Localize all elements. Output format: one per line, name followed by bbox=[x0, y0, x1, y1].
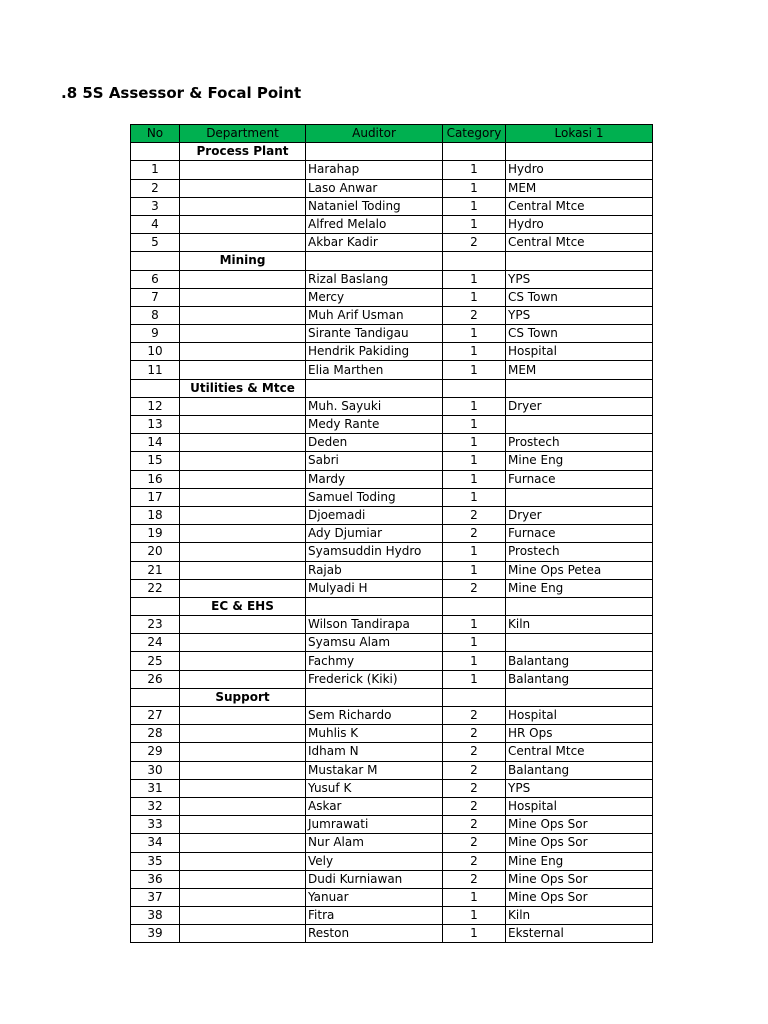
cell-lokasi: Mine Eng bbox=[506, 579, 653, 597]
table-row bbox=[131, 870, 653, 888]
cell-category: 1 bbox=[443, 616, 506, 634]
table-row bbox=[131, 470, 653, 488]
cell-department bbox=[180, 197, 306, 215]
cell-category: 1 bbox=[443, 416, 506, 434]
cell-no: 25 bbox=[131, 652, 180, 670]
table-row bbox=[131, 743, 653, 761]
cell-auditor: Mustakar M bbox=[306, 761, 443, 779]
cell-no: 31 bbox=[131, 779, 180, 797]
cell-lokasi: Central Mtce bbox=[506, 234, 653, 252]
table-row bbox=[131, 834, 653, 852]
cell-category: 1 bbox=[443, 561, 506, 579]
table-row bbox=[131, 634, 653, 652]
cell-no: 9 bbox=[131, 325, 180, 343]
cell-department bbox=[180, 506, 306, 524]
table-row bbox=[131, 361, 653, 379]
cell-auditor bbox=[306, 379, 443, 397]
cell-lokasi bbox=[506, 488, 653, 506]
table-row bbox=[131, 670, 653, 688]
cell-department: Support bbox=[180, 688, 306, 706]
cell-no: 24 bbox=[131, 634, 180, 652]
cell-lokasi: Prostech bbox=[506, 543, 653, 561]
cell-auditor: Muh Arif Usman bbox=[306, 306, 443, 324]
table-row bbox=[131, 306, 653, 324]
cell-auditor: Mercy bbox=[306, 288, 443, 306]
cell-category bbox=[443, 143, 506, 161]
cell-no: 38 bbox=[131, 907, 180, 925]
cell-no: 34 bbox=[131, 834, 180, 852]
cell-no: 26 bbox=[131, 670, 180, 688]
table-row bbox=[131, 888, 653, 906]
cell-lokasi: HR Ops bbox=[506, 725, 653, 743]
cell-department bbox=[180, 325, 306, 343]
cell-category bbox=[443, 597, 506, 615]
cell-department bbox=[180, 525, 306, 543]
cell-lokasi: MEM bbox=[506, 361, 653, 379]
cell-department bbox=[180, 361, 306, 379]
cell-department bbox=[180, 343, 306, 361]
cell-auditor: Mulyadi H bbox=[306, 579, 443, 597]
cell-lokasi: Hospital bbox=[506, 797, 653, 815]
cell-lokasi: CS Town bbox=[506, 288, 653, 306]
cell-category: 2 bbox=[443, 234, 506, 252]
cell-lokasi: Kiln bbox=[506, 616, 653, 634]
cell-auditor: Harahap bbox=[306, 161, 443, 179]
cell-department bbox=[180, 270, 306, 288]
table-row bbox=[131, 179, 653, 197]
cell-category: 2 bbox=[443, 797, 506, 815]
cell-department bbox=[180, 470, 306, 488]
table-row bbox=[131, 816, 653, 834]
cell-lokasi: Balantang bbox=[506, 652, 653, 670]
cell-category: 1 bbox=[443, 652, 506, 670]
cell-category: 2 bbox=[443, 743, 506, 761]
cell-lokasi: Furnace bbox=[506, 525, 653, 543]
cell-auditor: Fitra bbox=[306, 907, 443, 925]
cell-department bbox=[180, 707, 306, 725]
cell-auditor: Sem Richardo bbox=[306, 707, 443, 725]
cell-department bbox=[180, 288, 306, 306]
cell-lokasi: Hydro bbox=[506, 161, 653, 179]
cell-auditor: Dudi Kurniawan bbox=[306, 870, 443, 888]
cell-lokasi: Eksternal bbox=[506, 925, 653, 943]
cell-lokasi bbox=[506, 379, 653, 397]
cell-category: 2 bbox=[443, 707, 506, 725]
cell-lokasi: Kiln bbox=[506, 907, 653, 925]
table-row bbox=[131, 506, 653, 524]
cell-category: 1 bbox=[443, 543, 506, 561]
cell-department: Process Plant bbox=[180, 143, 306, 161]
cell-lokasi bbox=[506, 688, 653, 706]
cell-auditor: Jumrawati bbox=[306, 816, 443, 834]
cell-auditor: Akbar Kadir bbox=[306, 234, 443, 252]
cell-auditor: Nur Alam bbox=[306, 834, 443, 852]
cell-auditor: Wilson Tandirapa bbox=[306, 616, 443, 634]
cell-department bbox=[180, 306, 306, 324]
cell-auditor: Sabri bbox=[306, 452, 443, 470]
table-row bbox=[131, 543, 653, 561]
cell-lokasi: Mine Eng bbox=[506, 852, 653, 870]
table-row bbox=[131, 725, 653, 743]
table-row bbox=[131, 397, 653, 415]
cell-lokasi: Mine Ops Petea bbox=[506, 561, 653, 579]
cell-category: 2 bbox=[443, 725, 506, 743]
cell-auditor: Frederick (Kiki) bbox=[306, 670, 443, 688]
table-row bbox=[131, 561, 653, 579]
table-row bbox=[131, 925, 653, 943]
header-no: No bbox=[131, 125, 180, 143]
cell-no bbox=[131, 143, 180, 161]
cell-category: 1 bbox=[443, 325, 506, 343]
cell-category: 1 bbox=[443, 361, 506, 379]
table-row bbox=[131, 270, 653, 288]
cell-category: 1 bbox=[443, 670, 506, 688]
cell-lokasi: Hospital bbox=[506, 707, 653, 725]
cell-auditor bbox=[306, 143, 443, 161]
cell-lokasi bbox=[506, 252, 653, 270]
header-lokasi: Lokasi 1 bbox=[506, 125, 653, 143]
cell-auditor: Nataniel Toding bbox=[306, 197, 443, 215]
header-auditor: Auditor bbox=[306, 125, 443, 143]
cell-category: 1 bbox=[443, 343, 506, 361]
cell-no: 21 bbox=[131, 561, 180, 579]
cell-category: 1 bbox=[443, 397, 506, 415]
cell-category: 2 bbox=[443, 506, 506, 524]
cell-no: 29 bbox=[131, 743, 180, 761]
cell-lokasi bbox=[506, 143, 653, 161]
cell-department bbox=[180, 452, 306, 470]
table-row bbox=[131, 197, 653, 215]
table-header-row bbox=[131, 125, 653, 143]
cell-no: 35 bbox=[131, 852, 180, 870]
cell-department: EC & EHS bbox=[180, 597, 306, 615]
table-row bbox=[131, 652, 653, 670]
cell-category: 1 bbox=[443, 470, 506, 488]
cell-department bbox=[180, 397, 306, 415]
cell-department bbox=[180, 634, 306, 652]
cell-auditor: Hendrik Pakiding bbox=[306, 343, 443, 361]
table-row bbox=[131, 434, 653, 452]
cell-lokasi bbox=[506, 416, 653, 434]
cell-no: 36 bbox=[131, 870, 180, 888]
cell-lokasi: CS Town bbox=[506, 325, 653, 343]
cell-department bbox=[180, 488, 306, 506]
cell-lokasi: Dryer bbox=[506, 506, 653, 524]
section-row bbox=[131, 688, 653, 706]
cell-department bbox=[180, 179, 306, 197]
cell-no: 6 bbox=[131, 270, 180, 288]
cell-no: 23 bbox=[131, 616, 180, 634]
cell-lokasi bbox=[506, 634, 653, 652]
table-row bbox=[131, 616, 653, 634]
cell-lokasi: Furnace bbox=[506, 470, 653, 488]
cell-auditor: Rizal Baslang bbox=[306, 270, 443, 288]
cell-category: 1 bbox=[443, 488, 506, 506]
table-row bbox=[131, 488, 653, 506]
cell-no: 11 bbox=[131, 361, 180, 379]
cell-auditor: Mardy bbox=[306, 470, 443, 488]
section-row bbox=[131, 143, 653, 161]
table-row bbox=[131, 325, 653, 343]
cell-auditor: Yanuar bbox=[306, 888, 443, 906]
cell-auditor: Djoemadi bbox=[306, 506, 443, 524]
cell-category: 2 bbox=[443, 779, 506, 797]
cell-no: 20 bbox=[131, 543, 180, 561]
cell-no: 28 bbox=[131, 725, 180, 743]
cell-auditor: Ady Djumiar bbox=[306, 525, 443, 543]
cell-category: 2 bbox=[443, 579, 506, 597]
cell-no: 16 bbox=[131, 470, 180, 488]
cell-auditor: Rajab bbox=[306, 561, 443, 579]
cell-department bbox=[180, 215, 306, 233]
cell-department bbox=[180, 234, 306, 252]
table-row bbox=[131, 343, 653, 361]
cell-department bbox=[180, 888, 306, 906]
cell-category: 1 bbox=[443, 925, 506, 943]
header-department: Department bbox=[180, 125, 306, 143]
table-row bbox=[131, 579, 653, 597]
cell-no: 8 bbox=[131, 306, 180, 324]
cell-category: 1 bbox=[443, 270, 506, 288]
cell-category: 1 bbox=[443, 452, 506, 470]
table-row bbox=[131, 907, 653, 925]
cell-no: 27 bbox=[131, 707, 180, 725]
cell-department bbox=[180, 579, 306, 597]
cell-no: 2 bbox=[131, 179, 180, 197]
cell-auditor: Samuel Toding bbox=[306, 488, 443, 506]
cell-lokasi: YPS bbox=[506, 779, 653, 797]
cell-auditor: Elia Marthen bbox=[306, 361, 443, 379]
assessor-table bbox=[130, 124, 653, 943]
cell-lokasi: Central Mtce bbox=[506, 197, 653, 215]
cell-department: Mining bbox=[180, 252, 306, 270]
cell-category: 2 bbox=[443, 852, 506, 870]
document-title: .8 5S Assessor & Focal Point bbox=[61, 84, 302, 102]
cell-auditor: Laso Anwar bbox=[306, 179, 443, 197]
table-row bbox=[131, 525, 653, 543]
cell-department: Utilities & Mtce bbox=[180, 379, 306, 397]
cell-lokasi: Mine Eng bbox=[506, 452, 653, 470]
cell-lokasi: Prostech bbox=[506, 434, 653, 452]
cell-category: 1 bbox=[443, 434, 506, 452]
cell-department bbox=[180, 725, 306, 743]
cell-no: 30 bbox=[131, 761, 180, 779]
cell-no: 7 bbox=[131, 288, 180, 306]
cell-no: 12 bbox=[131, 397, 180, 415]
table-row bbox=[131, 452, 653, 470]
cell-category: 1 bbox=[443, 634, 506, 652]
cell-no: 39 bbox=[131, 925, 180, 943]
cell-auditor: Yusuf K bbox=[306, 779, 443, 797]
cell-lokasi bbox=[506, 597, 653, 615]
cell-category: 1 bbox=[443, 888, 506, 906]
cell-no: 17 bbox=[131, 488, 180, 506]
cell-auditor: Muh. Sayuki bbox=[306, 397, 443, 415]
cell-no: 14 bbox=[131, 434, 180, 452]
cell-auditor bbox=[306, 688, 443, 706]
table-row bbox=[131, 288, 653, 306]
cell-no: 4 bbox=[131, 215, 180, 233]
cell-no bbox=[131, 597, 180, 615]
cell-no: 37 bbox=[131, 888, 180, 906]
cell-auditor: Alfred Melalo bbox=[306, 215, 443, 233]
cell-department bbox=[180, 743, 306, 761]
table-row bbox=[131, 779, 653, 797]
cell-no: 19 bbox=[131, 525, 180, 543]
table-body bbox=[131, 143, 653, 943]
cell-category: 2 bbox=[443, 306, 506, 324]
cell-department bbox=[180, 561, 306, 579]
table-row bbox=[131, 416, 653, 434]
cell-category: 2 bbox=[443, 870, 506, 888]
cell-department bbox=[180, 670, 306, 688]
cell-no: 22 bbox=[131, 579, 180, 597]
cell-no bbox=[131, 252, 180, 270]
cell-department bbox=[180, 816, 306, 834]
cell-auditor: Fachmy bbox=[306, 652, 443, 670]
cell-no: 3 bbox=[131, 197, 180, 215]
table-row bbox=[131, 707, 653, 725]
cell-category: 1 bbox=[443, 161, 506, 179]
cell-no: 13 bbox=[131, 416, 180, 434]
cell-no bbox=[131, 688, 180, 706]
cell-lokasi: YPS bbox=[506, 270, 653, 288]
section-row bbox=[131, 597, 653, 615]
cell-auditor: Muhlis K bbox=[306, 725, 443, 743]
cell-category: 1 bbox=[443, 179, 506, 197]
cell-department bbox=[180, 616, 306, 634]
cell-department bbox=[180, 161, 306, 179]
cell-department bbox=[180, 434, 306, 452]
cell-auditor bbox=[306, 252, 443, 270]
cell-category: 1 bbox=[443, 215, 506, 233]
cell-no: 1 bbox=[131, 161, 180, 179]
table-row bbox=[131, 161, 653, 179]
cell-category bbox=[443, 252, 506, 270]
cell-category bbox=[443, 379, 506, 397]
cell-category bbox=[443, 688, 506, 706]
cell-category: 1 bbox=[443, 907, 506, 925]
cell-lokasi: YPS bbox=[506, 306, 653, 324]
cell-no: 33 bbox=[131, 816, 180, 834]
cell-department bbox=[180, 416, 306, 434]
cell-department bbox=[180, 925, 306, 943]
cell-auditor bbox=[306, 597, 443, 615]
table-row bbox=[131, 234, 653, 252]
cell-lokasi: Dryer bbox=[506, 397, 653, 415]
header-category: Category bbox=[443, 125, 506, 143]
cell-no: 15 bbox=[131, 452, 180, 470]
cell-department bbox=[180, 870, 306, 888]
cell-category: 2 bbox=[443, 834, 506, 852]
cell-category: 2 bbox=[443, 525, 506, 543]
cell-no: 10 bbox=[131, 343, 180, 361]
cell-lokasi: Hydro bbox=[506, 215, 653, 233]
table-row bbox=[131, 852, 653, 870]
cell-no: 32 bbox=[131, 797, 180, 815]
cell-lokasi: Mine Ops Sor bbox=[506, 870, 653, 888]
cell-auditor: Deden bbox=[306, 434, 443, 452]
cell-department bbox=[180, 779, 306, 797]
table-row bbox=[131, 797, 653, 815]
section-row bbox=[131, 252, 653, 270]
cell-lokasi: Balantang bbox=[506, 670, 653, 688]
cell-auditor: Syamsu Alam bbox=[306, 634, 443, 652]
cell-auditor: Syamsuddin Hydro bbox=[306, 543, 443, 561]
cell-auditor: Vely bbox=[306, 852, 443, 870]
cell-category: 1 bbox=[443, 288, 506, 306]
cell-department bbox=[180, 761, 306, 779]
table-row bbox=[131, 761, 653, 779]
cell-no: 5 bbox=[131, 234, 180, 252]
cell-lokasi: Mine Ops Sor bbox=[506, 816, 653, 834]
cell-lokasi: Hospital bbox=[506, 343, 653, 361]
cell-no: 18 bbox=[131, 506, 180, 524]
cell-auditor: Idham N bbox=[306, 743, 443, 761]
cell-lokasi: Balantang bbox=[506, 761, 653, 779]
cell-lokasi: MEM bbox=[506, 179, 653, 197]
table-row bbox=[131, 215, 653, 233]
cell-department bbox=[180, 543, 306, 561]
cell-department bbox=[180, 652, 306, 670]
cell-lokasi: Central Mtce bbox=[506, 743, 653, 761]
cell-category: 2 bbox=[443, 761, 506, 779]
cell-department bbox=[180, 797, 306, 815]
cell-auditor: Askar bbox=[306, 797, 443, 815]
cell-lokasi: Mine Ops Sor bbox=[506, 888, 653, 906]
cell-category: 1 bbox=[443, 197, 506, 215]
cell-department bbox=[180, 852, 306, 870]
cell-auditor: Medy Rante bbox=[306, 416, 443, 434]
cell-lokasi: Mine Ops Sor bbox=[506, 834, 653, 852]
cell-auditor: Reston bbox=[306, 925, 443, 943]
cell-category: 2 bbox=[443, 816, 506, 834]
cell-no bbox=[131, 379, 180, 397]
cell-department bbox=[180, 834, 306, 852]
section-row bbox=[131, 379, 653, 397]
cell-department bbox=[180, 907, 306, 925]
cell-auditor: Sirante Tandigau bbox=[306, 325, 443, 343]
